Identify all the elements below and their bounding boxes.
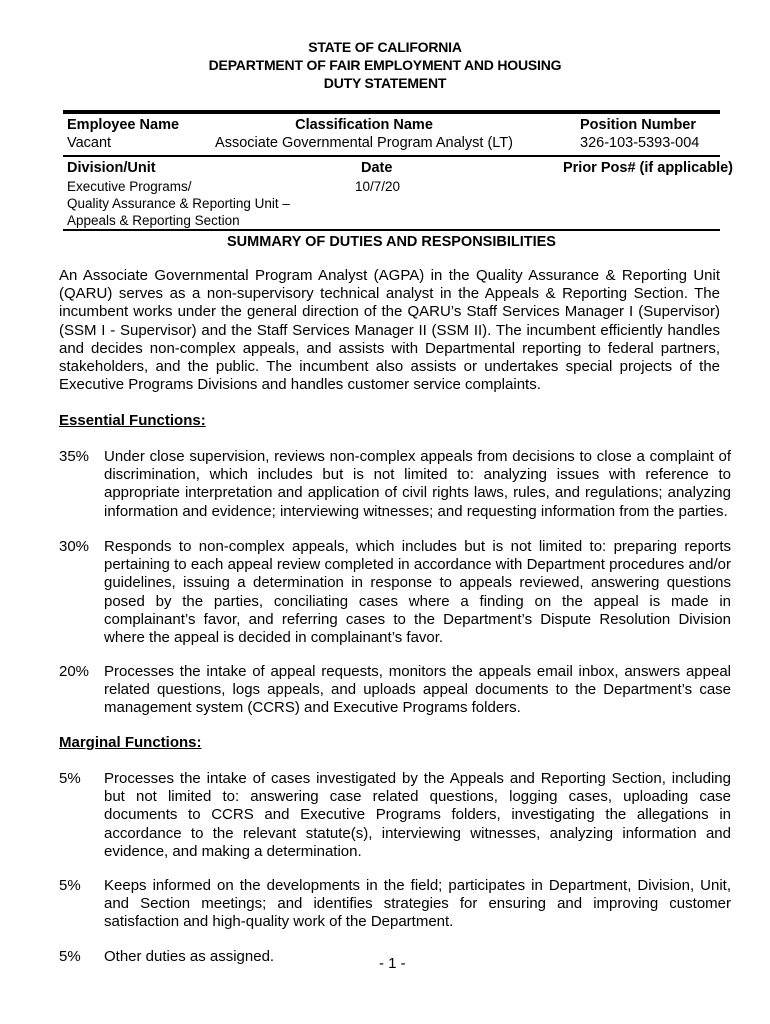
classification-value: Associate Governmental Program Analyst (LT) (215, 135, 513, 151)
top-rule (63, 110, 720, 114)
summary-heading: SUMMARY OF DUTIES AND RESPONSIBILITIES (227, 234, 556, 250)
marginal-item-3-text: Other duties as assigned. (104, 948, 275, 965)
classification-label: Classification Name (295, 117, 433, 133)
essential-item-1-percent: 35% (59, 448, 90, 465)
marginal-item-3-percent: 5% (59, 948, 81, 965)
marginal-item-2-percent: 5% (59, 877, 81, 894)
date-value: 10/7/20 (355, 179, 401, 194)
date-label: Date (361, 160, 393, 176)
essential-item-2-text: Responds to non-complex appeals, which includes but is not limited to: preparing reports pertaining to each appeal review completed in accordance with Department procedures and/or guidelines, issuing a determination in response to appeals reviewed, answering questions posed by the parties, conciliating cases where a finding on the appeal is made in complainant’s favor, and referring cases to the Department’s Dispute Resolution Division where the appeal is decided in complainant’s favor. (104, 538, 731, 647)
summary-rule (63, 229, 720, 231)
marginal-item-1-text: Processes the intake of cases investigated by the Appeals and Reporting Section, including but not limited to: answering case related questions, logging cases, uploading case documents to CCRS and Executive Programs folders, investigating the allegations in accordance to the relevant statute(s), interviewing witnesses, analyzing information and evidence, and making a determination. (104, 770, 731, 860)
header-duty-statement: DUTY STATEMENT (323, 75, 447, 91)
marginal-item-2-text: Keeps informed on the developments in the field; participates in Department, Division, Unit, and Section meetings; and identifies strategies for ensuring and improving customer satisfaction and high-quality work of the Department. (104, 877, 731, 931)
header-state: STATE OF CALIFORNIA (308, 39, 462, 55)
info-divider (63, 155, 720, 157)
summary-paragraph: An Associate Governmental Program Analyst (AGPA) in the Quality Assurance & Reporting Unit (QARU) serves as a non-supervisory technical analyst in the Appeals & Reporting Section. The incumbent works under the general direction of the QARU’s Staff Services Manager I (Supervisor) (SSM I - Supervisor) and the Staff Services Manager II (SSM II). The incumbent efficiently handles and decides non-complex appeals, and assists with Departmental reporting to federal partners, stakeholders, and the public. The incumbent also assists or undertakes special projects of the Executive Programs Divisions and handles customer service complaints. (59, 267, 720, 394)
employee-name-value: Vacant (67, 135, 112, 151)
essential-functions-heading: Essential Functions: (59, 412, 206, 429)
division-line-2: Quality Assurance & Reporting Unit – (67, 196, 290, 211)
essential-item-1-text: Under close supervision, reviews non-complex appeals from decisions to close a complaint of discrimination, which includes but is not limited to: analyzing issues with reference to appropriate interpretation and application of civil rights laws, rules, and regulations; analyzing information and evidence; interviewing witnesses; and requesting information from the parties. (104, 448, 731, 520)
employee-name-label: Employee Name (67, 117, 180, 133)
division-line-1: Executive Programs/ (67, 179, 192, 194)
prior-position-label: Prior Pos# (if applicable) (562, 160, 733, 176)
page-number: - 1 - (379, 955, 406, 972)
marginal-functions-heading: Marginal Functions: (59, 734, 202, 751)
essential-item-2-percent: 30% (59, 538, 90, 555)
division-label: Division/Unit (67, 160, 156, 176)
header-department: DEPARTMENT OF FAIR EMPLOYMENT AND HOUSING (208, 57, 562, 73)
essential-item-3-percent: 20% (59, 663, 90, 680)
position-number-value: 326-103-5393-004 (580, 135, 700, 151)
position-number-label: Position Number (580, 117, 697, 133)
division-line-3: Appeals & Reporting Section (67, 213, 240, 228)
marginal-item-1-percent: 5% (59, 770, 81, 787)
essential-item-3-text: Processes the intake of appeal requests, monitors the appeals email inbox, answers appeal related questions, logs appeals, and uploads appeal documents to the Department’s case management system (CCRS) and Executive Programs folders. (104, 663, 731, 717)
